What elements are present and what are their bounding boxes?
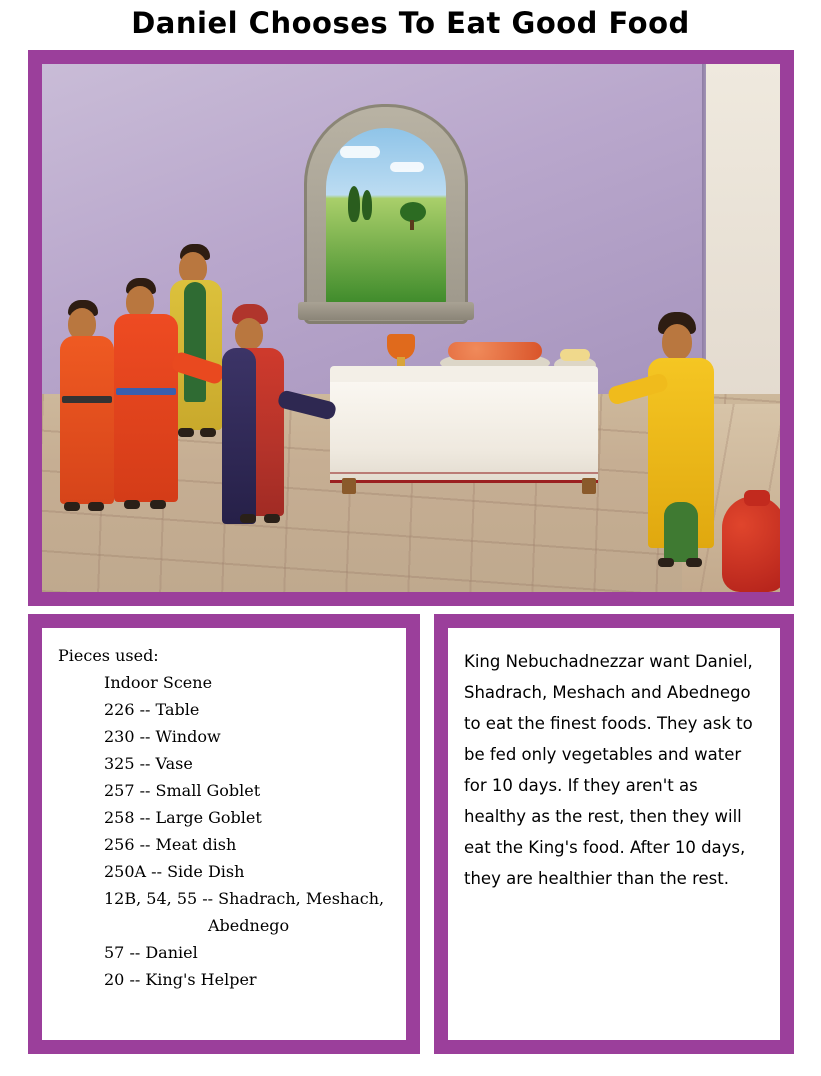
list-item: 20 -- King's Helper [104,970,257,989]
illustration-image [42,64,780,592]
belt [116,388,176,395]
list-item: 226 -- Table [104,700,200,719]
list-item: Indoor Scene [104,673,213,692]
tree [400,202,426,222]
foot [658,558,674,567]
table-cloth [330,382,598,483]
foot [88,502,104,511]
foot [240,514,256,523]
wall-right [706,64,780,444]
table-leg [582,478,596,494]
window-landscape-view [326,128,446,304]
vase-neck [744,490,770,506]
arched-window [304,104,468,324]
head [235,318,263,350]
list-item: 258 -- Large Goblet [104,808,262,827]
robe-underskirt [664,502,698,562]
description-panel [434,614,794,1054]
cloud-icon [340,146,380,158]
robe-sash [184,282,206,402]
table-leg [342,478,356,494]
cloud-icon [390,162,424,172]
cypress-tree [348,186,360,222]
description-content [448,628,780,1040]
foot [200,428,216,437]
list-item: 12B, 54, 55 -- Shadrach, Meshach, [104,889,385,908]
head [662,324,692,360]
list-item: 57 -- Daniel [104,943,198,962]
belt [62,396,112,403]
foot [178,428,194,437]
foot [150,500,166,509]
list-item: 256 -- Meat dish [104,835,237,854]
foot [264,514,280,523]
pieces-list [58,669,390,993]
description-text: King Nebuchadnezzar want Daniel, Shadrach, Meshach and Abednego to eat the finest foods. They ask to be fed only vegetables and water for 10 days. If they aren't as healthy as the rest, then they will eat the King's food. After 10 days, they are healthier than the rest. [464,652,753,888]
robe [114,314,178,502]
pieces-used-content [42,628,406,1040]
cypress-tree [362,190,372,220]
page-title: Daniel Chooses To Eat Good Food [131,6,690,40]
illustration-frame [28,50,794,606]
pieces-used-panel [28,614,420,1054]
foot [64,502,80,511]
vase [722,496,780,592]
list-item: 325 -- Vase [104,754,193,773]
list-item: 257 -- Small Goblet [104,781,261,800]
foot [124,500,140,509]
meat-dish [448,342,542,360]
page [0,6,821,1076]
side-dish-food [560,349,590,361]
list-item: 250A -- Side Dish [104,862,245,881]
list-item: 230 -- Window [104,727,221,746]
robe-outer [222,348,256,524]
foot [686,558,702,567]
window-sill [298,302,474,320]
robe [60,336,114,504]
bottom-panels [28,614,794,1054]
list-item: Abednego [208,916,290,935]
pieces-heading: Pieces used: [58,646,159,665]
tree-trunk [410,220,414,230]
